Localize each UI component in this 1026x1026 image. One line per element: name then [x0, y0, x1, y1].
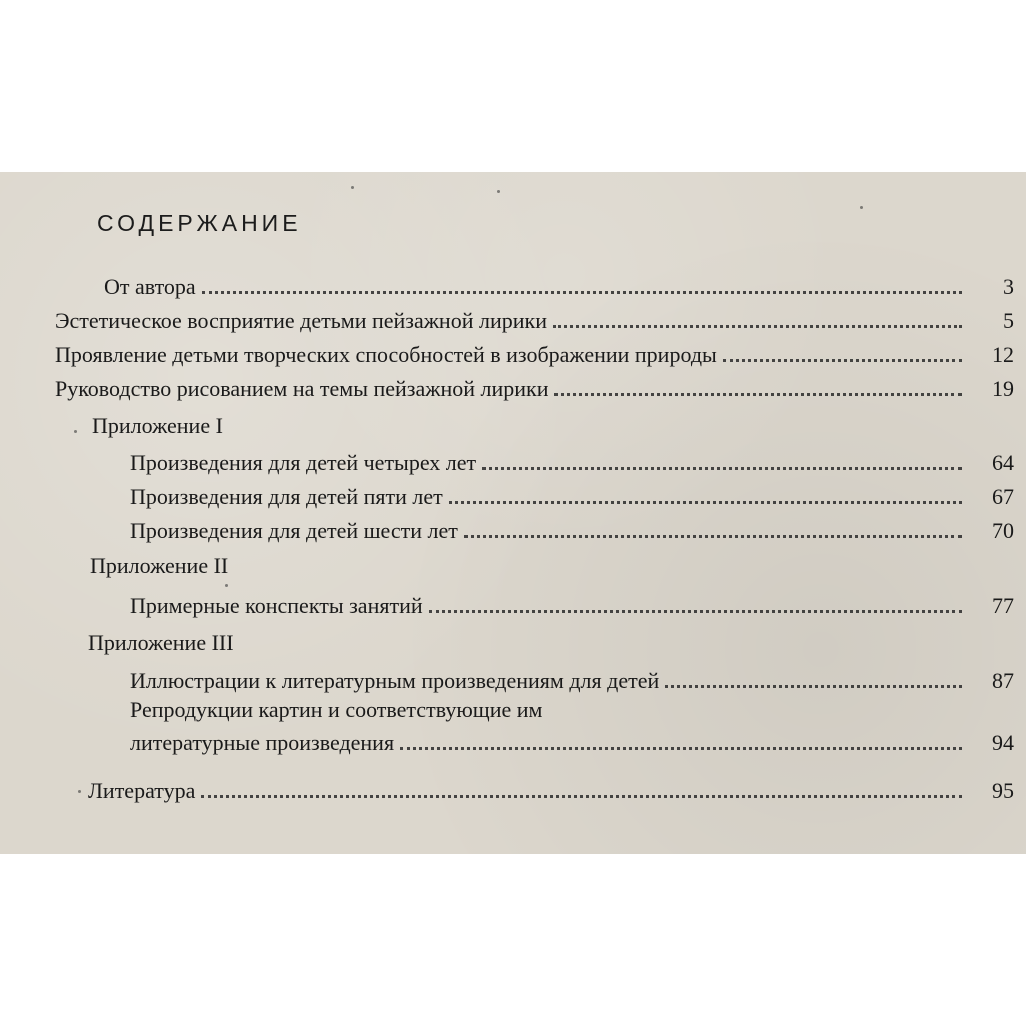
toc-entry-label: Проявление детьми творческих способностей в изображении природы: [55, 342, 717, 367]
toc-entry-label: Эстетическое восприятие детьми пейзажной лирики: [55, 308, 547, 333]
toc-entry: [88, 768, 1014, 802]
appendix-heading: Приложение III: [88, 630, 234, 655]
table-of-contents: [0, 172, 1026, 854]
toc-entry-label: Произведения для детей четырех лет: [130, 450, 477, 475]
paper-speck: [74, 430, 77, 433]
toc-entry-label: Иллюстрации к литературным произведениям для детей: [130, 668, 660, 693]
toc-entry-label: Примерные конспекты занятий: [130, 593, 423, 618]
toc-entry-label: Литература: [88, 778, 196, 803]
toc-entry-page: 77: [992, 593, 1014, 618]
toc-entry: [130, 508, 1014, 542]
toc-entry-page: 5: [1003, 308, 1014, 333]
dot-leader: [400, 747, 962, 750]
toc-entry-label: От автора: [104, 274, 196, 299]
paper-speck: [225, 584, 228, 587]
toc-entry-page: 12: [992, 342, 1014, 367]
dot-leader: [202, 291, 962, 294]
toc-entry-label: Руководство рисованием на темы пейзажной лирики: [55, 376, 549, 401]
toc-entry: [130, 583, 1014, 617]
dot-leader: [554, 393, 962, 396]
book-page: [0, 172, 1026, 854]
dot-leader: [482, 467, 962, 470]
appendix-heading: Приложение II: [90, 553, 229, 578]
dot-leader: [665, 685, 962, 688]
dot-leader: [464, 535, 962, 538]
toc-entry-label-line: Репродукции картин и соответствующие им: [130, 697, 543, 722]
toc-entry: [130, 720, 1014, 754]
toc-entry: [104, 264, 1014, 298]
toc-entry: [130, 440, 1014, 474]
toc-entry-label: Произведения для детей пяти лет: [130, 484, 443, 509]
dot-leader: [201, 795, 962, 798]
toc-entry-page: 87: [992, 668, 1014, 693]
paper-speck: [497, 190, 500, 193]
contents-title: СОДЕРЖАНИЕ: [97, 210, 302, 236]
toc-entry-page: 70: [992, 518, 1014, 543]
appendix-heading: Приложение I: [92, 413, 223, 438]
toc-entry-page: 94: [992, 730, 1014, 755]
toc-entry-page: 95: [992, 778, 1014, 803]
toc-entry: [130, 474, 1014, 508]
dot-leader: [723, 359, 962, 362]
toc-entry: [130, 658, 1014, 692]
dot-leader: [449, 501, 962, 504]
dot-leader: [429, 610, 962, 613]
toc-entry-page: 3: [1003, 274, 1014, 299]
dot-leader: [553, 325, 962, 328]
toc-entry-page: 67: [992, 484, 1014, 509]
toc-entry: [55, 332, 1014, 366]
paper-speck: [351, 186, 354, 189]
toc-entry-label: литературные произведения: [130, 730, 395, 755]
toc-entry-label: Произведения для детей шести лет: [130, 518, 458, 543]
toc-entry-page: 64: [992, 450, 1014, 475]
paper-speck: [860, 206, 863, 209]
toc-entry-page: 19: [992, 376, 1014, 401]
paper-speck: [78, 790, 81, 793]
toc-entry: [55, 298, 1014, 332]
toc-entry: [55, 366, 1014, 400]
